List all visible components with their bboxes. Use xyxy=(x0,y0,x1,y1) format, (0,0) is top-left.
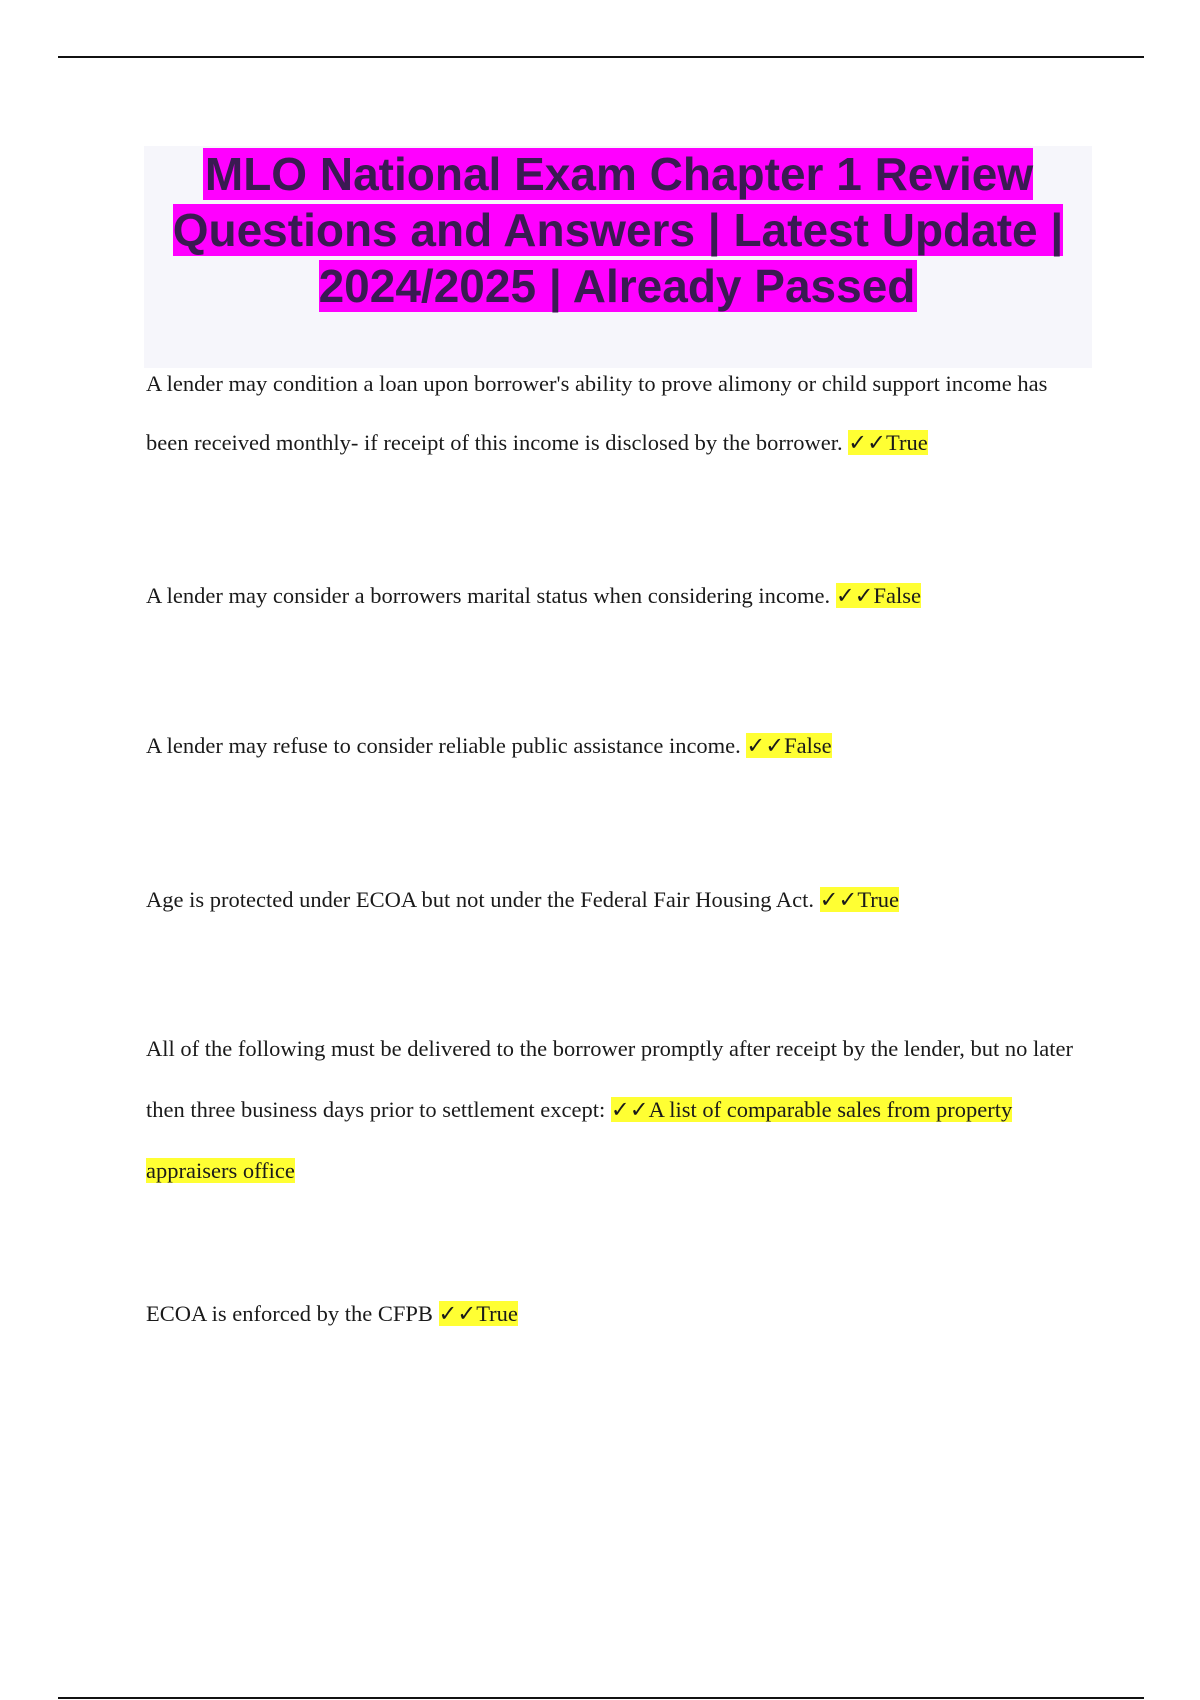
answer-highlight: ✓✓True xyxy=(819,887,900,912)
answer-highlight: ✓✓False xyxy=(835,583,922,608)
bottom-divider xyxy=(58,1697,1144,1699)
question-text: A lender may refuse to consider reliable public assistance income. xyxy=(146,733,741,758)
qa-item-6 xyxy=(146,1284,1090,1343)
question-text: A lender may consider a borrowers marital status when considering income. xyxy=(146,583,831,608)
question-text: All of the following must be delivered to the borrower promptly after receipt by the lender, but no later then three business days prior to settlement except: xyxy=(146,1036,1073,1122)
qa-item-2 xyxy=(146,566,1090,625)
qa-item-4 xyxy=(146,870,1090,929)
answer-highlight: ✓✓True xyxy=(848,430,928,455)
top-divider xyxy=(58,56,1144,58)
qa-item-3 xyxy=(146,716,1090,775)
question-text: ECOA is enforced by the CFPB xyxy=(146,1301,433,1326)
answer-highlight: ✓✓True xyxy=(438,1301,518,1326)
qa-item-1 xyxy=(146,354,1090,472)
question-text: Age is protected under ECOA but not under the Federal Fair Housing Act. xyxy=(146,887,814,912)
answer-highlight: ✓✓A list of comparable sales from property appraisers office xyxy=(146,1097,1013,1183)
answer-highlight: ✓✓False xyxy=(746,733,832,758)
document-title xyxy=(144,146,1092,314)
qa-item-5 xyxy=(146,1018,1090,1201)
title-highlight: MLO National Exam Chapter 1 Review Questions and Answers | Latest Update | 2024/2025 | Already Passed xyxy=(172,148,1064,312)
question-text: A lender may condition a loan upon borrower's ability to prove alimony or child support income has been received monthly- if receipt of this income is disclosed by the borrower. xyxy=(146,371,1048,455)
title-block xyxy=(144,146,1092,368)
